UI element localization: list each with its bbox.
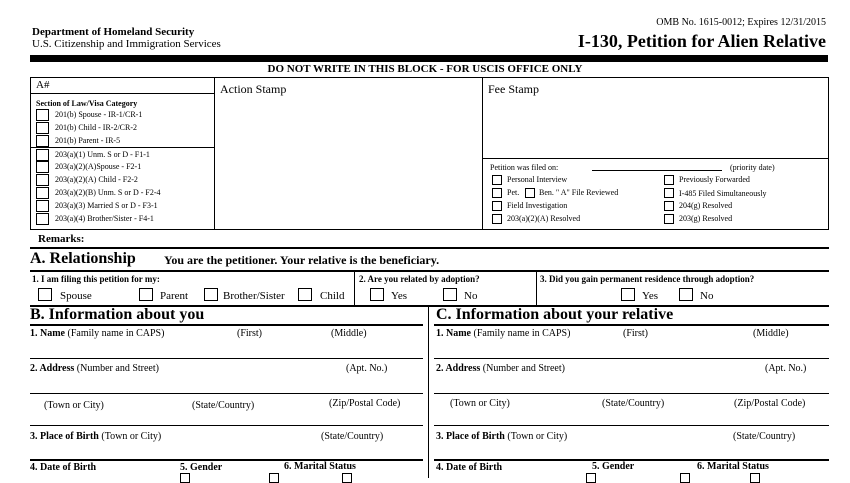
priority-date-label: (priority date): [730, 163, 775, 172]
203g-resolved-label: 203(g) Resolved: [679, 214, 733, 223]
you-dob-label: 4. Date of Birth: [30, 462, 97, 473]
divider: [30, 147, 215, 148]
office-block-title: DO NOT WRITE IN THIS BLOCK - FOR USCIS OFFICE ONLY: [267, 63, 583, 75]
rule: [30, 247, 829, 249]
you-name-hint: (Family name in CAPS): [67, 328, 165, 339]
ben-file-checkbox[interactable]: [525, 188, 535, 198]
pet-label: Pet.: [507, 188, 520, 197]
category-checkbox[interactable]: [36, 149, 49, 161]
you-birth-label: 3. Place of Birth: [30, 431, 99, 442]
you-birth-field-label: [30, 431, 161, 442]
rel-birth-label: 3. Place of Birth: [436, 431, 505, 442]
rel-address-label: 2. Address: [436, 363, 481, 374]
pr-adoption-yes-label: Yes: [642, 290, 659, 302]
divider: [482, 158, 829, 159]
child-checkbox[interactable]: [298, 288, 312, 301]
category-checkbox[interactable]: [36, 174, 49, 186]
rel-dob-label: 4. Date of Birth: [436, 462, 503, 473]
you-name-line[interactable]: [30, 358, 423, 359]
adoption-yes-checkbox[interactable]: [370, 288, 384, 301]
rel-marital-label: 6. Marital Status: [697, 461, 769, 472]
child-label: Child: [320, 290, 345, 302]
fee-stamp-label: Fee Stamp: [488, 82, 539, 96]
filed-on-label: Petition was filed on:: [490, 163, 559, 172]
section-of-law-label: Section of Law/Visa Category: [36, 99, 138, 108]
divider: [482, 77, 483, 230]
omb-number: OMB No. 1615-0012; Expires 12/31/2015: [656, 17, 826, 28]
i485-filed-label: I-485 Filed Simultaneously: [679, 189, 767, 198]
filed-on-line: [592, 170, 722, 171]
204g-resolved-label: 204(g) Resolved: [679, 201, 733, 210]
pr-adoption-yes-checkbox[interactable]: [621, 288, 635, 301]
category-label: 203(a)(2)(A) Child - F2-2: [55, 175, 138, 184]
rel-birth-field-label: [436, 431, 567, 442]
rel-first-label: (First): [623, 328, 648, 339]
you-town-label: (Town or City): [44, 400, 104, 411]
203a2a-resolved-label: 203(a)(2)(A) Resolved: [507, 214, 581, 223]
rel-zip-label: (Zip/Postal Code): [734, 398, 806, 409]
category-label: 203(a)(2)(B) Unm. S or D - F2-4: [55, 188, 161, 197]
pr-adoption-no-label: No: [700, 290, 714, 302]
category-checkbox[interactable]: [36, 135, 49, 147]
you-marital-label: 6. Marital Status: [284, 461, 356, 472]
rel-gender-checkbox[interactable]: [586, 473, 596, 483]
action-stamp-label: Action Stamp: [220, 82, 287, 96]
category-checkbox[interactable]: [36, 109, 49, 121]
adoption-yes-label: Yes: [391, 290, 408, 302]
spouse-label: Spouse: [60, 290, 92, 302]
previously-forwarded-checkbox[interactable]: [664, 175, 674, 185]
previously-forwarded-label: Previously Forwarded: [679, 175, 750, 184]
you-address-hint: (Number and Street): [76, 363, 159, 374]
brother-sister-checkbox[interactable]: [204, 288, 218, 301]
rel-apt-label: (Apt. No.): [765, 363, 807, 374]
category-label: 203(a)(3) Married S or D - F3-1: [55, 201, 158, 210]
rel-address-hint: (Number and Street): [482, 363, 565, 374]
category-label: 201(b) Parent - IR-5: [55, 136, 121, 145]
section-a-title: A. Relationship: [30, 250, 136, 267]
form-title: I-130, Petition for Alien Relative: [577, 31, 826, 51]
category-label: 201(b) Child - IR-2/CR-2: [55, 123, 137, 132]
you-zip-label: (Zip/Postal Code): [329, 398, 401, 409]
divider: [214, 77, 215, 230]
category-label: 203(a)(4) Brother/Sister - F4-1: [55, 214, 154, 223]
category-label: 203(a)(2)(A)Spouse - F2-1: [55, 162, 142, 171]
ben-file-label: Ben. " A" File Reviewed: [539, 188, 619, 197]
rel-name-hint: (Family name in CAPS): [473, 328, 571, 339]
you-birth-hint: (Town or City): [101, 431, 162, 442]
field-investigation-checkbox[interactable]: [492, 201, 502, 211]
q2-label: 2. Are you related by adoption?: [359, 274, 480, 284]
sub-agency-name: U.S. Citizenship and Immigration Services: [32, 38, 221, 50]
rel-gender-label: 5. Gender: [592, 461, 635, 472]
you-middle-label: (Middle): [331, 328, 367, 339]
rel-birth-hint: (Town or City): [507, 431, 568, 442]
you-marital-checkbox[interactable]: [269, 473, 279, 483]
agency-name: Department of Homeland Security: [32, 26, 195, 38]
section-c-title: C. Information about your relative: [436, 306, 674, 323]
parent-checkbox[interactable]: [139, 288, 153, 301]
203a2a-resolved-checkbox[interactable]: [492, 214, 502, 224]
rel-state-label: (State/Country): [602, 398, 665, 409]
q1-label: 1. I am filing this petition for my:: [32, 274, 160, 284]
a-number-label: A#: [36, 79, 50, 91]
category-checkbox[interactable]: [36, 161, 49, 173]
category-label: 201(b) Spouse - IR-1/CR-1: [55, 110, 143, 119]
section-a-subtitle: You are the petitioner. Your relative is the beneficiary.: [164, 253, 440, 267]
parent-label: Parent: [160, 290, 189, 302]
you-address-label: 2. Address: [30, 363, 75, 374]
you-state-label: (State/Country): [192, 400, 255, 411]
rel-address-line[interactable]: [434, 393, 829, 394]
i485-filed-checkbox[interactable]: [664, 188, 674, 198]
remarks-label: Remarks:: [38, 233, 85, 245]
divider: [354, 271, 355, 305]
you-gender-checkbox[interactable]: [180, 473, 190, 483]
adoption-no-label: No: [464, 290, 478, 302]
pet-checkbox[interactable]: [492, 188, 502, 198]
rel-name-field-label: [436, 328, 570, 339]
203g-resolved-checkbox[interactable]: [664, 214, 674, 224]
spouse-checkbox[interactable]: [38, 288, 52, 301]
rel-name-line[interactable]: [434, 358, 829, 359]
field-investigation-label: Field Investigation: [507, 201, 568, 210]
you-birth-state-label: (State/Country): [321, 431, 384, 442]
category-label: 203(a)(1) Unm. S or D - F1-1: [55, 150, 150, 159]
rel-address-field-label: [436, 363, 565, 374]
you-name-field-label: [30, 328, 164, 339]
rule: [434, 324, 829, 326]
pr-adoption-no-checkbox[interactable]: [679, 288, 693, 301]
you-marital-checkbox[interactable]: [342, 473, 352, 483]
personal-interview-checkbox[interactable]: [492, 175, 502, 185]
header-thick-rule: [30, 55, 828, 62]
divider: [30, 93, 215, 94]
section-b-title: B. Information about you: [30, 306, 205, 323]
rel-marital-checkbox[interactable]: [750, 473, 760, 483]
you-address-line[interactable]: [30, 393, 423, 394]
divider: [536, 271, 537, 305]
personal-interview-label: Personal Interview: [507, 175, 568, 184]
rel-middle-label: (Middle): [753, 328, 789, 339]
rel-city-line[interactable]: [434, 425, 829, 426]
you-first-label: (First): [237, 328, 262, 339]
category-checkbox[interactable]: [36, 200, 49, 212]
divider: [428, 306, 429, 478]
you-city-line[interactable]: [30, 425, 423, 426]
rel-town-label: (Town or City): [450, 398, 510, 409]
204g-resolved-checkbox[interactable]: [664, 201, 674, 211]
adoption-no-checkbox[interactable]: [443, 288, 457, 301]
brother-sister-label: Brother/Sister: [223, 290, 285, 302]
you-apt-label: (Apt. No.): [346, 363, 388, 374]
category-checkbox[interactable]: [36, 213, 49, 225]
rule: [30, 270, 829, 272]
category-checkbox[interactable]: [36, 122, 49, 134]
category-checkbox[interactable]: [36, 187, 49, 199]
you-name-label: 1. Name: [30, 328, 65, 339]
you-gender-label: 5. Gender: [180, 462, 223, 473]
rel-birth-state-label: (State/Country): [733, 431, 796, 442]
you-address-field-label: [30, 363, 159, 374]
rule: [30, 459, 423, 461]
rel-marital-checkbox[interactable]: [680, 473, 690, 483]
q3-label: 3. Did you gain permanent residence through adoption?: [540, 274, 755, 284]
rel-name-label: 1. Name: [436, 328, 471, 339]
rule: [30, 324, 423, 326]
